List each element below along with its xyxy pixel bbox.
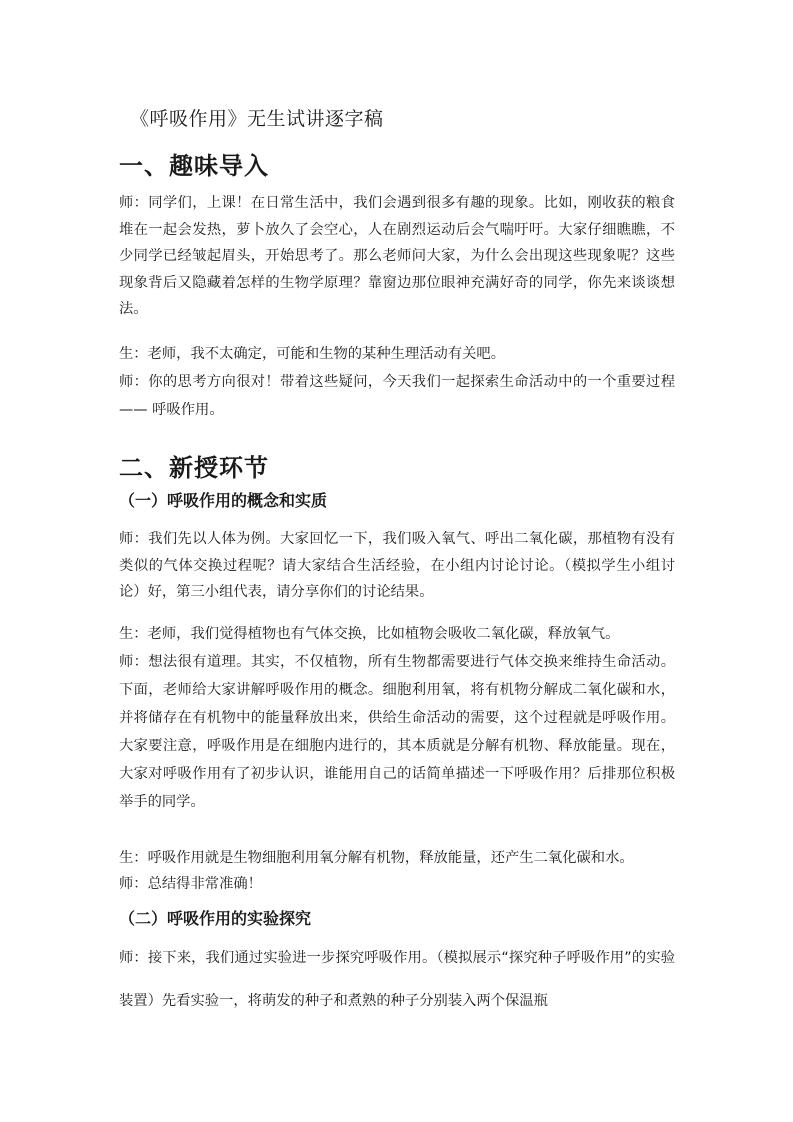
paragraph-teacher-topic: 师：你的思考方向很对！带着这些疑问，今天我们一起探索生命活动中的一个重要过程 —— 呼吸作用。 [119, 374, 675, 418]
paragraph-student-reply: 生：老师，我不太确定，可能和生物的某种生理活动有关吧。 [119, 346, 506, 362]
paragraph-teacher-intro: 师：同学们，上课！在日常生活中，我们会遇到很多有趣的现象。比如，刚收获的粮食堆在一起会发热，萝卜放久了会空心，人在剧烈运动后会气喘吁吁。大家仔细瞧瞧，不少同学已经皱起眉头，开始思考了。那么老师问大家，为什么会出现这些现象呢？这些现象背后又隐藏着怎样的生物学原理？靠窗边那位眼神充满好奇的同学，你先来谈谈想法。 [119, 195, 675, 317]
paragraph-teacher-experiment: 师：接下来，我们通过实验进一步探究呼吸作用。（模拟展示“探究种子呼吸作用”的实验装置）先看实验一，将萌发的种子和煮熟的种子分别装入两个保温瓶 [119, 950, 675, 1009]
paragraph-student-summary: 生：呼吸作用就是生物细胞利用氧分解有机物，释放能量，还产生二氧化碳和水。 [119, 850, 634, 866]
paragraph-teacher-discussion: 师：我们先以人体为例。大家回忆一下，我们吸入氧气、呼出二氧化碳，那植物有没有类似的气体交换过程呢？请大家结合生活经验，在小组内讨论讨论。（模拟学生小组讨论）好，第三小组代表，请分享你们的讨论结果。 [119, 531, 675, 600]
subsection-heading-experiment: （二）呼吸作用的实验探究 [119, 909, 312, 928]
subsection-heading-concept: （一）呼吸作用的概念和实质 [119, 491, 328, 510]
section-heading-new-lesson: 二、新授环节 [119, 454, 269, 482]
paragraph-teacher-concept: 师：想法很有道理。其实，不仅植物，所有生物都需要进行气体交换来维持生命活动。下面，老师给大家讲解呼吸作用的概念。细胞利用氧，将有机物分解成二氧化碳和水，并将储存在有机物中的能量释放出来，供给生命活动的需要，这个过程就是呼吸作用。大家要注意，呼吸作用是在细胞内进行的，其本质就是分解有机物、释放能量。现在，大家对呼吸作用有了初步认识，谁能用自己的话简单描述一下呼吸作用？后排那位积极举手的同学。 [119, 654, 675, 810]
document-title: 《呼吸作用》无生试讲逐字稿 [130, 108, 384, 130]
paragraph-teacher-praise: 师：总结得非常准确！ [119, 876, 262, 892]
section-heading-intro: 一、趣味导入 [119, 152, 269, 180]
paragraph-student-group: 生：老师，我们觉得植物也有气体交换，比如植物会吸收二氧化碳，释放氧气。 [119, 626, 620, 642]
